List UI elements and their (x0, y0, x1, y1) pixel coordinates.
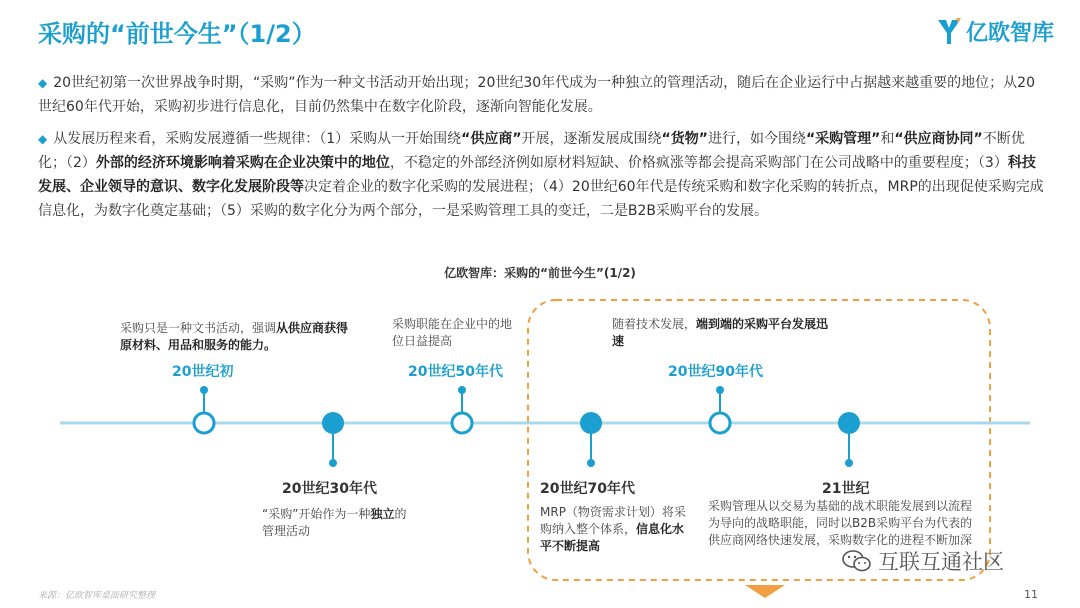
page-title: 采购的“前世今生”（1/2） (38, 20, 316, 48)
node-stem-dot (458, 386, 466, 394)
p2-text: ，不稳定的外部经济例如原材料短缺、价格疯涨等都会提高采购部门在公司战略中的重要程度；（3） (389, 155, 1008, 171)
p2-text: 进行，如今围绕 (707, 131, 806, 147)
node-stem-dot (587, 459, 595, 467)
p2-text: 不断优化；（2） (38, 131, 1025, 171)
p2-text: 从发展历程来看，采购发展遵循一些规律：（1）采购从一开始围绕 (53, 131, 462, 147)
period-5-desc-text: 随着技术发展， (612, 317, 697, 331)
p2-bold: 外部的经济环境影响着采购在企业决策中的地位 (95, 155, 390, 171)
period-2-desc-bold: 独立 (370, 507, 395, 521)
period-3-desc (392, 316, 522, 350)
diamond-bullet-icon: ◆ (38, 76, 48, 90)
period-3-desc-text: 采购职能在企业中的地位日益提高 (392, 317, 513, 348)
period-2-label: 20世纪30年代 (282, 481, 377, 497)
period-1-desc-text: 采购只是一种文书活动，强调 (120, 321, 277, 335)
watermark-text: 互联互通社区 (878, 550, 1004, 574)
node-stem-dot (716, 386, 724, 394)
timeline-node-6 (838, 412, 860, 434)
period-6-desc (708, 498, 980, 549)
timeline-node-4 (580, 412, 602, 434)
p2-bold: “采购管理” (805, 131, 881, 147)
timeline-node-3 (452, 413, 472, 433)
period-2-desc-text: “采购”开始作为一种 (262, 507, 371, 521)
period-1-label: 20世纪初 (172, 364, 234, 380)
period-4-desc (540, 504, 690, 555)
period-6-label: 21世纪 (822, 481, 870, 497)
period-2-desc-tail: 的管理活动 (262, 507, 407, 538)
brand-logo-text: 亿欧智库 (965, 20, 1054, 46)
p2-bold: “货物” (661, 131, 708, 147)
watermark (842, 546, 1004, 576)
timeline-node-5 (710, 413, 730, 433)
period-4-desc-text: MRP（物资需求计划）将采购纳入整个体系， (540, 505, 686, 536)
p2-bold: “供应商” (461, 131, 522, 147)
page-number: 11 (1024, 588, 1038, 601)
p2-bold: “供应商协同” (894, 131, 983, 147)
period-5-desc (612, 316, 836, 350)
node-stem-dot (200, 386, 208, 394)
p2-text: 决定着企业的数字化采购的发展进程；（4）20世纪60年代是传统采购和数字化采购的转折点，MRP的出现促使采购完成信息化，为数字化奠定基础；（5）采购的数字化分为两个部分，一是采购管理工具的变迁，二是B2B采购平台的发展。 (38, 179, 1044, 219)
source-note: 来源：亿欧智库桌面研究整理 (38, 591, 156, 601)
period-1-desc-bold: 从供应商获得原材料、用品和服务的能力。 (120, 321, 349, 352)
period-4-label: 20世纪70年代 (540, 481, 635, 497)
node-stem-dot (845, 459, 853, 467)
intro-paragraph-1-text: 20世纪初第一次世界战争时期，“采购”作为一种文书活动开始出现；20世纪30年代成为一种独立的管理活动，随后在企业运行中占据越来越重要的地位；从20世纪60年代开始，采购初步进行信息化，目前仍然集中在数字化阶段，逐渐向智能化发展。 (38, 75, 1035, 115)
p2-text: 开展，逐渐发展成围绕 (521, 131, 662, 147)
period-2-desc (262, 506, 412, 540)
period-6-desc-text: 采购管理从以交易为基础的战术职能发展到以流程为导向的战略职能，同时以B2B采购平台为代表的供应商网络快速发展，采购数字化的进程不断加深 (708, 499, 973, 547)
timeline-node-2 (322, 412, 344, 434)
timeline-node-1 (194, 413, 214, 433)
period-3-label: 20世纪50年代 (408, 364, 503, 380)
period-5-label: 20世纪90年代 (668, 364, 763, 380)
diamond-bullet-icon: ◆ (38, 132, 48, 146)
node-stem-dot (329, 459, 337, 467)
chat-bubble-icon (842, 549, 872, 573)
period-5-desc-bold: 端到端的采购平台发展迅速 (612, 317, 829, 348)
period-4-desc-bold: 信息化水平不断提高 (540, 522, 685, 553)
timeline-title: 亿欧智库：采购的“前世今生”(1/2) (444, 266, 636, 280)
highlight-arrow-icon (745, 585, 785, 598)
p2-text: 和 (880, 131, 895, 147)
period-1-desc (120, 320, 360, 354)
p2-bold: 科技发展、企业领导的意识、数字化发展阶段等 (38, 155, 1036, 195)
